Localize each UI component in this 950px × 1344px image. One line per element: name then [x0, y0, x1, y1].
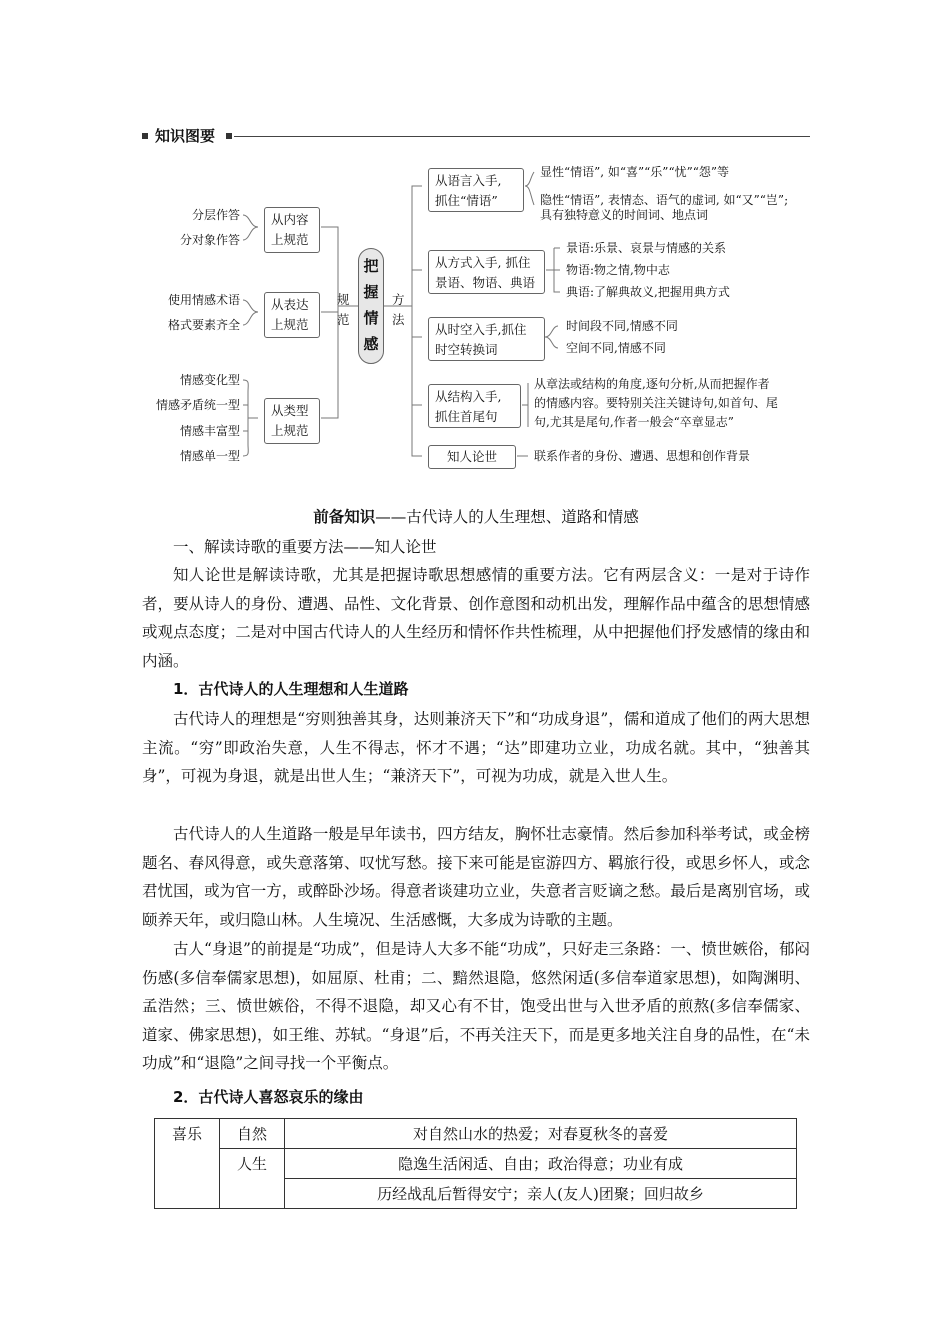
mindmap-node: 从语言入手, 抓住“情语” — [428, 168, 524, 212]
mindmap-leaf: 情感变化型 — [179, 373, 240, 387]
mindmap-leaf: 隐性“情语”, 表情态、语气的虚词, 如“又”“岂”; — [540, 193, 789, 207]
table-cell-emotion: 喜乐 — [155, 1119, 220, 1209]
mindmap-node: 从方式入手, 抓住 景语、物语、典语 — [428, 250, 545, 294]
mindmap-leaf: 分层作答 — [191, 208, 240, 222]
mindmap-leaf: 句,尤其是尾句,作者一般会“卒章显志” — [534, 415, 734, 429]
mindmap-leaf: 显性“情语”, 如“喜”“乐”“忧”“怨”等 — [540, 165, 729, 179]
paragraph: 古代诗人的理想是“穷则独善其身，达则兼济天下”和“功成身退”，儒和道成了他们的两大思想主流。“穷”即政治失意，人生不得志，怀才不遇；“达”即建功立业，功成名就。其中，“独善其身”，可视为身退，就是出世人生；“兼济天下”，可视为功成，就是入世人生。 — [142, 710, 810, 786]
mindmap-leaf: 物语:物之情,物中志 — [566, 263, 670, 277]
mindmap-leaf: 典语:了解典故义,把握用典方式 — [566, 285, 730, 299]
mindmap-leaf: 空间不同,情感不同 — [566, 341, 666, 355]
paragraph: 古代诗人的人生道路一般是早年读书，四方结友，胸怀壮志豪情。然后参加科举考试，或金榜题名、春风得意，或失意落第、叹忧写愁。接下来可能是宦游四方、羁旅行役，或思乡怀人，或念君忧国，或为官一方，或醉卧沙场。得意者谈建功立业，失意者言贬谪之愁。最后是离别官场，或颐养天年，或归隐山林。人生境况、生活感慨，大多成为诗歌的主题。 — [142, 825, 810, 929]
mindmap-node: 从结构入手, 抓住首尾句 — [428, 384, 521, 428]
section-title: 知识图要 — [155, 127, 216, 145]
mindmap-node: 知人论世 — [428, 445, 516, 469]
mindmap-leaf: 分对象作答 — [179, 233, 240, 247]
table-cell-category: 人生 — [220, 1149, 285, 1209]
mindmap-node: 从类型 上规范 — [264, 398, 320, 444]
subheading: 2．古代诗人喜怒哀乐的缘由 — [173, 1088, 364, 1106]
mindmap-leaf: 联系作者的身份、遭遇、思想和创作背景 — [534, 449, 751, 463]
heading-rest: ——古代诗人的人生理想、道路和情感 — [375, 508, 639, 526]
mindmap-leaf: 具有独特意义的时间词、地点词 — [540, 208, 709, 222]
mindmap-leaf: 的情感内容。要特别关注关键诗句,如首句、尾 — [534, 396, 778, 410]
mindmap-leaf: 格式要素齐全 — [167, 318, 240, 332]
part-heading: 一、解读诗歌的重要方法——知人论世 — [173, 538, 437, 556]
mindmap-leaf: 使用情感术语 — [167, 293, 240, 307]
table-cell: 对自然山水的热爱；对春夏秋冬的喜爱 — [285, 1119, 797, 1149]
mindmap-leaf: 情感丰富型 — [179, 424, 240, 438]
table-cell: 隐逸生活闲适、自由；政治得意；功业有成 — [285, 1149, 797, 1179]
emotion-table — [154, 1118, 797, 1209]
heading-bold: 前备知识 — [313, 508, 376, 526]
mindmap — [0, 0, 950, 480]
mindmap-center-node: 把 握 情 感 — [358, 248, 384, 364]
mindmap-node: 从内容 上规范 — [264, 207, 320, 253]
mindmap-leaf: 情感矛盾统一型 — [155, 398, 240, 412]
table-row — [155, 1149, 797, 1179]
table-row — [155, 1119, 797, 1149]
article-heading — [142, 504, 810, 530]
mindmap-label-fangfa: 方 法 — [392, 292, 405, 327]
subheading: 1．古代诗人的人生理想和人生道路 — [173, 680, 409, 698]
paragraph: 古人“身退”的前提是“功成”，但是诗人大多不能“功成”，只好走三条路：一、愤世嫉俗，郁闷伤感(多信奉儒家思想)，如屈原、杜甫；二、黯然退隐，悠然闲适(多信奉道家思想)，如陶渊明、孟浩然；三、愤世嫉俗，不得不退隐，却又心有不甘，饱受出世与入世矛盾的煎熬(多信奉儒家、道家、佛家思想)，如王维、苏轼。“身退”后，不再关注天下，而是更多地关注自身的品性，在“未功成”和“退隐”之间寻找一个平衡点。 — [142, 940, 810, 1073]
paragraph: 知人论世是解读诗歌，尤其是把握诗歌思想感情的重要方法。它有两层含义：一是对于诗作者，要从诗人的身份、遭遇、品性、文化背景、创作意图和动机出发，理解作品中蕴含的思想情感或观点态度；二是对中国古代诗人的人生经历和情怀作共性梳理，从中把握他们抒发感情的缘由和内涵。 — [142, 566, 810, 670]
mindmap-node: 从表达 上规范 — [264, 292, 320, 338]
table-cell: 历经战乱后暂得安宁；亲人(友人)团聚；回归故乡 — [285, 1179, 797, 1209]
table-cell-category: 自然 — [220, 1119, 285, 1149]
mindmap-label-guifan: 规 范 — [337, 292, 350, 327]
mindmap-leaf: 从章法或结构的角度,逐句分析,从而把握作者 — [534, 377, 770, 391]
mindmap-leaf: 情感单一型 — [179, 449, 240, 463]
mindmap-node: 从时空入手,抓住 时空转换词 — [428, 317, 545, 361]
mindmap-leaf: 时间段不同,情感不同 — [566, 319, 678, 333]
mindmap-leaf: 景语:乐景、哀景与情感的关系 — [566, 241, 727, 255]
